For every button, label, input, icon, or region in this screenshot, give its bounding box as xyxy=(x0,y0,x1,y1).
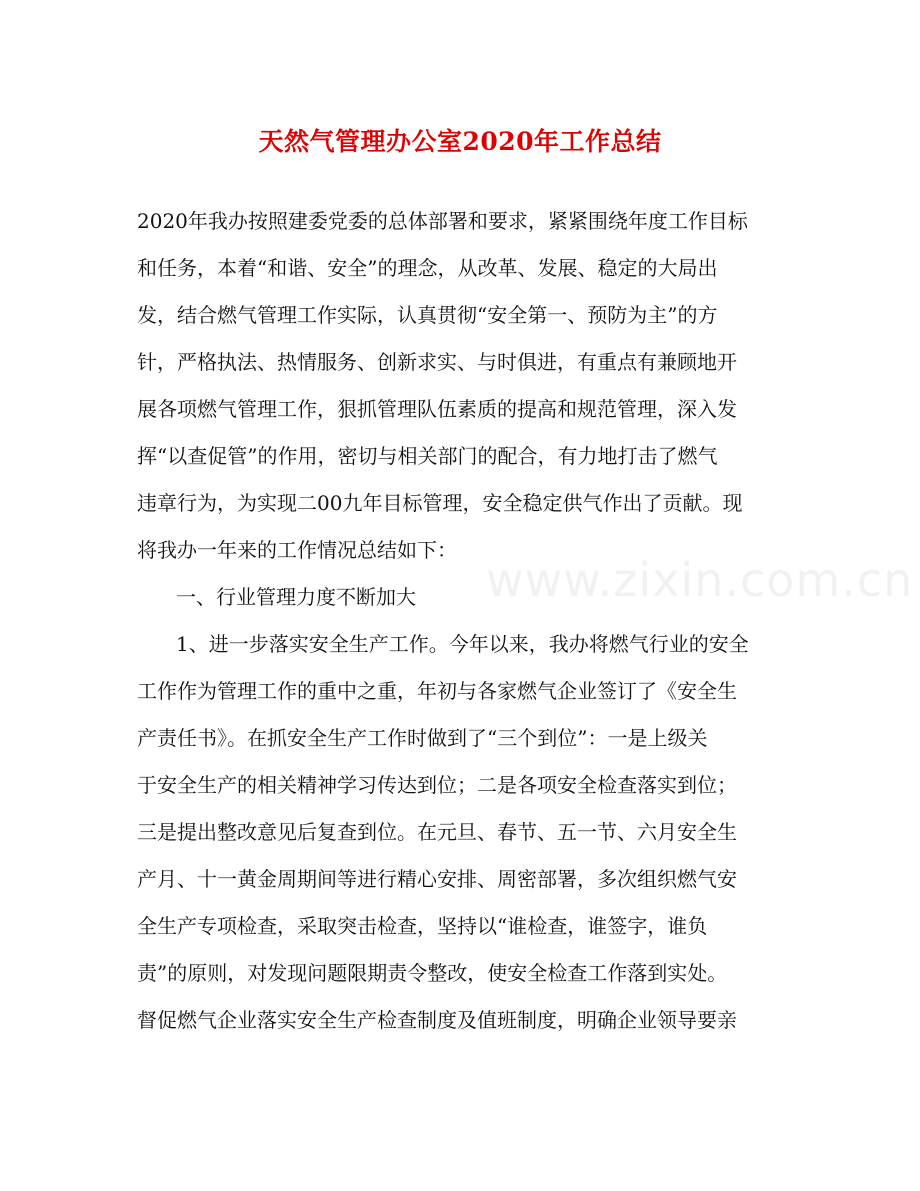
paragraph-line: 发，结合燃气管理工作实际，认真贯彻“安全第一、预防为主”的方 xyxy=(137,303,718,327)
paragraph-line: 违章行为，为实现二00九年目标管理，安全稳定供气作出了贡献。现 xyxy=(137,491,743,515)
paragraph-line: 全生产专项检查，采取突击检查，坚持以“谁检查，谁签字，谁负 xyxy=(137,914,708,938)
paragraph-line: 产责任书》。在抓安全生产工作时做到了“三个到位”：一是上级关 xyxy=(137,726,708,750)
paragraph-line: 责”的原则，对发现问题限期责令整改，使安全检查工作落到实处。 xyxy=(137,961,728,985)
paragraph-line: 展各项燃气管理工作，狠抓管理队伍素质的提高和规范管理，深入发 xyxy=(137,397,737,421)
watermark: www.zixin.com.cn xyxy=(486,553,914,607)
paragraph-line: 产月、十一黄金周期间等进行精心安排、周密部署，多次组织燃气安 xyxy=(137,867,737,891)
paragraph-line: 督促燃气企业落实安全生产检查制度及值班制度，明确企业领导要亲 xyxy=(137,1008,737,1032)
paragraph-line: 将我办一年来的工作情况总结如下： xyxy=(137,538,457,562)
paragraph-line: 2020年我办按照建委党委的总体部署和要求，紧紧围绕年度工作目标 xyxy=(137,209,748,233)
paragraph-line: 工作作为管理工作的重中之重，年初与各家燃气企业签订了《安全生 xyxy=(137,679,737,703)
section-heading: 一、行业管理力度不断加大 xyxy=(176,585,416,609)
paragraph-line: 1、进一步落实安全生产工作。今年以来，我办将燃气行业的安全 xyxy=(176,632,749,656)
paragraph-line: 针，严格执法、热情服务、创新求实、与时俱进，有重点有兼顾地开 xyxy=(137,350,737,374)
paragraph-line: 和任务，本着“和谐、安全”的理念，从改革、发展、稳定的大局出 xyxy=(137,256,718,280)
paragraph-line: 三是提出整改意见后复查到位。在元旦、春节、五一节、六月安全生 xyxy=(137,820,737,844)
paragraph-line: 挥“以查促管”的作用，密切与相关部门的配合，有力地打击了燃气 xyxy=(137,444,718,468)
paragraph-line: 于安全生产的相关精神学习传达到位；二是各项安全检查落实到位； xyxy=(137,773,737,797)
document-title: 天然气管理办公室2020年工作总结 xyxy=(258,127,662,156)
